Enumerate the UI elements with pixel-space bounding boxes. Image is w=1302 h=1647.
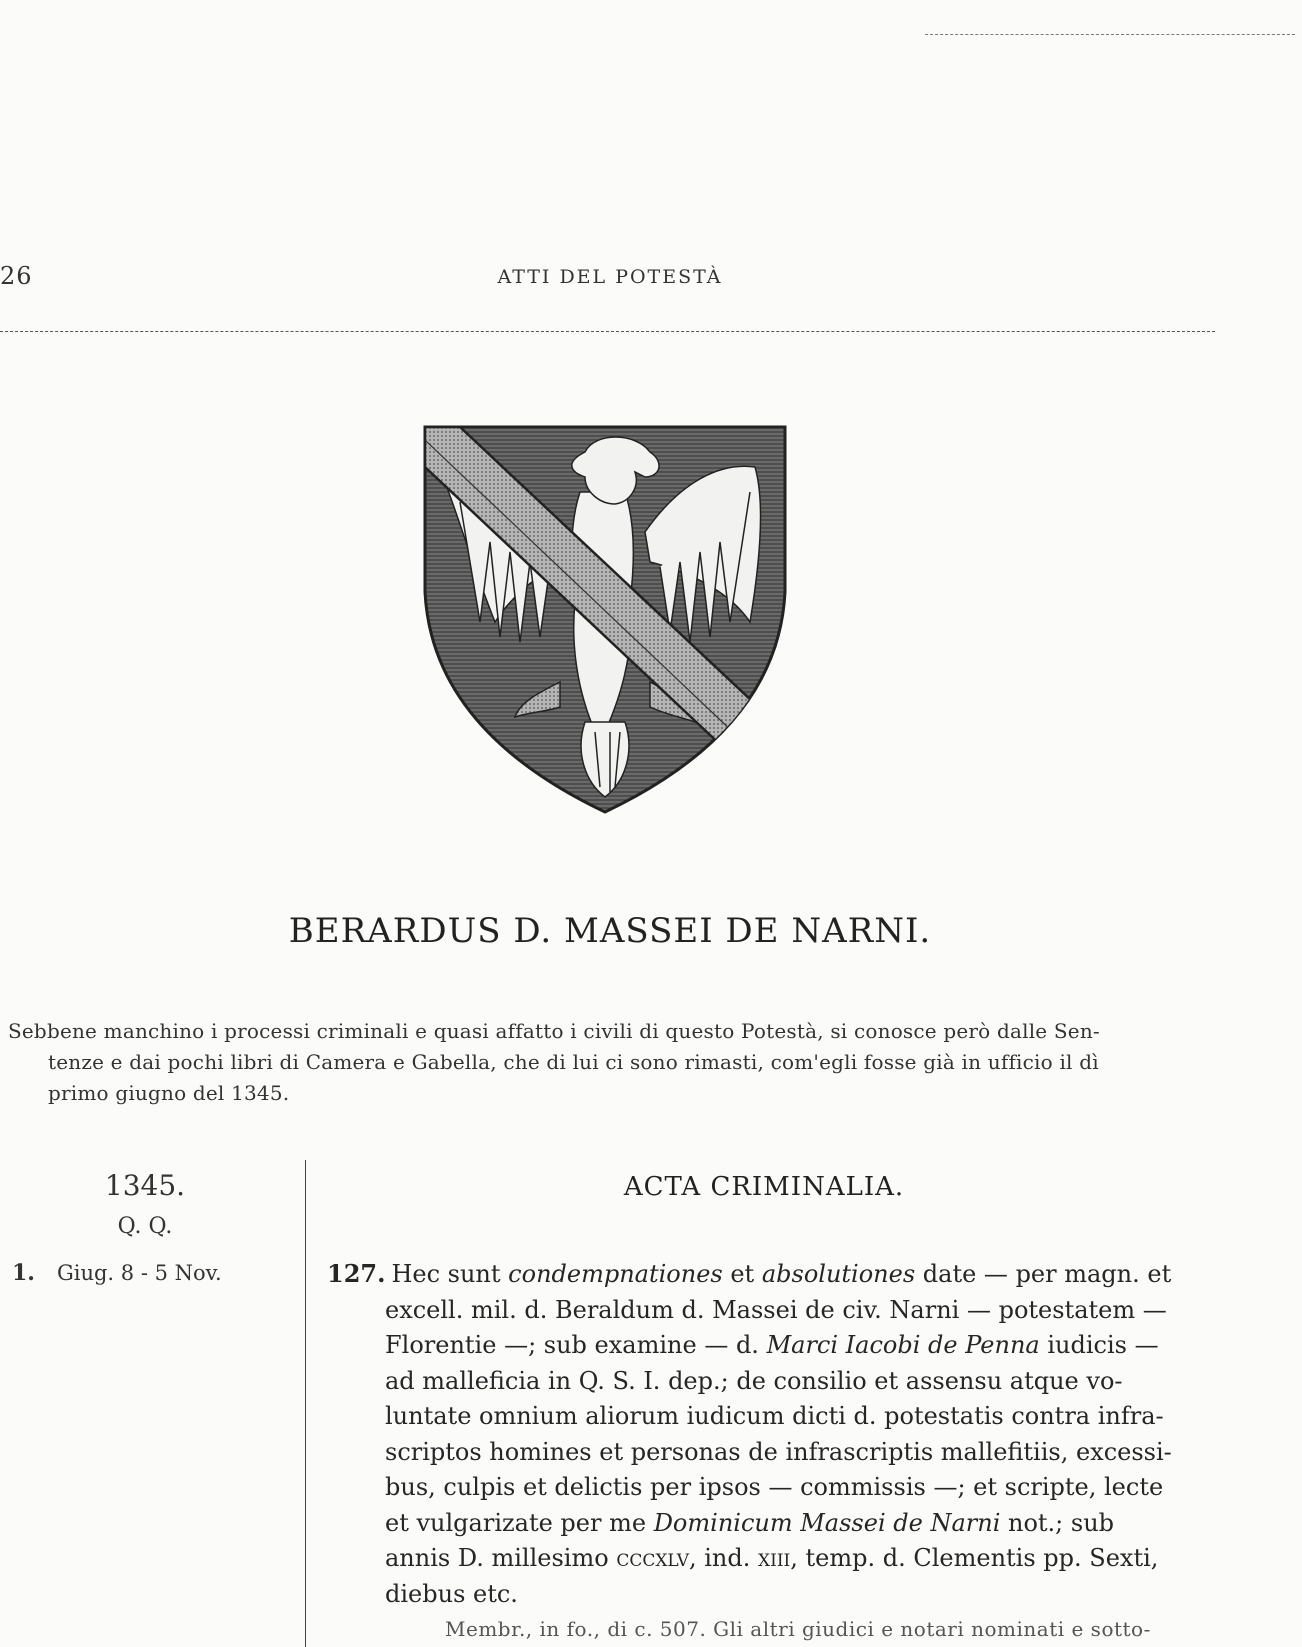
- intro-line-2: tenze e dai pochi libri di Camera e Gabella, che di lui ci sono rimasti, com'egli fosse già in ufficio il dì: [48, 1050, 1099, 1074]
- coat-of-arms-eagle-shield: [420, 422, 790, 817]
- page-number: 26: [0, 262, 33, 290]
- podesta-name-title: BERARDUS D. MASSEI DE NARNI.: [288, 911, 932, 951]
- margin-entry-dates: Giug. 8 - 5 Nov.: [56, 1261, 222, 1285]
- margin-quarter: Q. Q.: [117, 1214, 173, 1239]
- margin-entry-number: 1.: [12, 1260, 35, 1286]
- intro-line-1: Sebbene manchino i processi criminali e quasi affatto i civili di questo Potestà, si conosce però dalle Sen-: [8, 1019, 1100, 1043]
- margin-year: 1345.: [104, 1169, 186, 1202]
- section-title: ACTA CRIMINALIA.: [623, 1172, 905, 1202]
- entry-127: [327, 1256, 1223, 1612]
- entry-paragraph: 127. Hec sunt condempnationes et absolutiones date — per magn. et excell. mil. d. Beraldum d. Massei de civ. Narni — potestatem — Florentie —; sub examine — d. Marci Iacobi de Penna iudicis — ad malleficia in Q. S. I. dep.; de consilio et assensu atque vo- luntate omnium aliorum iudicum dicti d. potestatis contra infra- scriptos homines et personas de infrascriptis mallefitiis, excessi- bus, culpis et delictis per ipsos — commissis —; et scripte, lecte et vulgarizate per me Dominicum Massei de Narni not.; sub annis D. millesimo cccxlv, ind. xiii, temp. d. Clementis pp. Sexti, diebus etc.: [327, 1259, 1172, 1608]
- running-head: ATTI DEL POTESTÀ: [497, 266, 723, 288]
- header-rule: [0, 331, 1215, 332]
- margin-entry: [12, 1260, 222, 1286]
- footnote: Membr., in fo., di c. 507. Gli altri giudici e notari nominati e sotto-: [445, 1617, 1151, 1641]
- intro-paragraph: [8, 1016, 1223, 1109]
- column-divider: [305, 1160, 306, 1647]
- top-edge-rule: [925, 34, 1295, 35]
- eagle-charge: [425, 427, 785, 797]
- intro-line-3: primo giugno del 1345.: [48, 1081, 290, 1105]
- entry-number: 127.: [327, 1259, 386, 1288]
